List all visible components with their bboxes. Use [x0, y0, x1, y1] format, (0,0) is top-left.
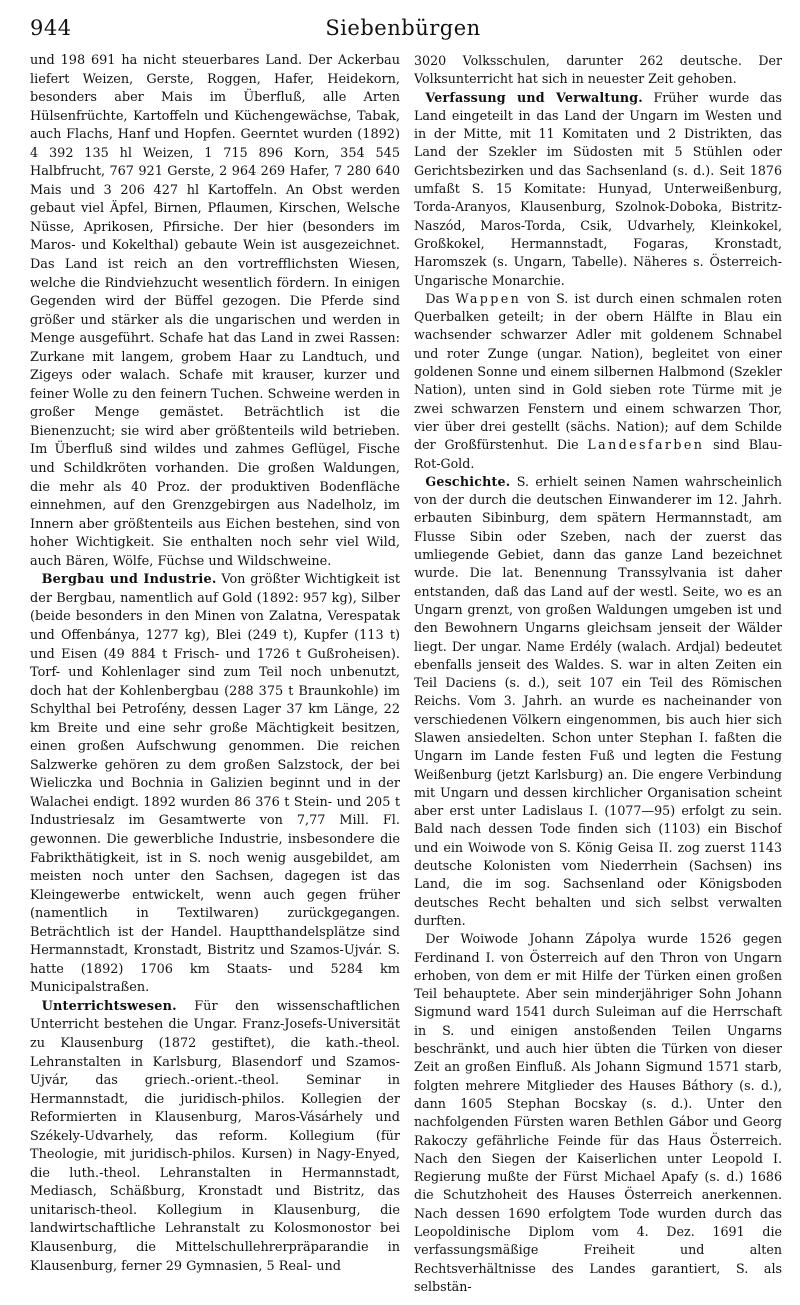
- paragraph-history-continued: [414, 930, 782, 1296]
- spaced-term-landesfarben: Landesfarben: [587, 437, 705, 453]
- paragraph-education: [30, 998, 400, 1276]
- left-column: [30, 52, 400, 1302]
- paragraph-mining-industry: [30, 571, 400, 998]
- paragraph-text: S. erhielt seinen Namen wahrscheinlich von der durch die deutschen Einwanderer im 12. Jahrh. erbauten Sibinburg, dem spätern Hermannstadt, am Flusse Sibin oder Szeben, nach der zuerst das umliegende Gebiet, dann das ganze Land bezeichnet wurde. Die lat. Benennung Transsylvania ist daher entstanden, daß das Land auf der westl. Seite, wo es an Ungarn grenzt, von großen Waldungen umgeben ist und den Bewohnern Ungarns gleichsam jenseit der Wälder liegt. Der ungar. Name Erdély (walach. Ardjal) bedeutet ebenfalls jenseit des Waldes. S. war in alten Zeiten ein Teil Daciens (s. d.), seit 107 ein Teil des Römischen Reichs. Vom 3. Jahrh. an wurde es nacheinander von verschiedenen Völkern eingenommen, bis auch hier sich Slawen ansiedelten. Schon unter Stephan I. faßten die Ungarn im Lande festen Fuß und legten die Festung Weißenburg (jetzt Karlsburg) an. Die engere Verbindung mit Ungarn und dessen kirchlicher Organisation scheint aber erst unter Ladislaus I. (1077—95) erfolgt zu sein. Bald nach dessen Tode finden sich (1103) ein Bischof und ein Woiwode von S. König Geisa II. zog zuerst 1143 deutsche Kolonisten vom Niederrhein (Sachsen) ins Land, die im sog. Sachsenland oder Königsboden deutsches Recht behalten und sich selbst verwalten durften.: [414, 473, 782, 928]
- right-column: [414, 52, 782, 1302]
- spaced-term-wappen: Wappen: [455, 290, 522, 306]
- section-heading-education: Unterrichtswesen.: [41, 998, 177, 1014]
- paragraph-text: Von größter Wichtigkeit ist der Bergbau, namentlich auf Gold (1892: 957 kg), Silber (beide besonders in den Minen von Zalatna, Verespatak und Offenbánya, 1277 kg), Blei (249 t), Kupfer (113 t) und Eisen (49 884 t Frisch- und 1726 t Gußroheisen). Torf- und Kohlenlager sind zum Teil noch unbenutzt, doch hat der Kohlenbergbau (288 375 t Braunkohle) im Schylthal bei Petroſény, dessen Lager 37 km Länge, 22 km Breite und eine sehr große Mächtigkeit besitzen, einen großen Aufschwung genommen. Die reichen Salzwerke gehören zu dem großen Salzstock, der bei Wieliczka und Bochnia in Galizien beginnt und in der Walachei endigt. 1892 wurden 86 376 t Stein- und 205 t Industriesalz im Gesamtwerte von 7,77 Mill. Fl. gewonnen. Die gewerbliche Industrie, insbesondere die Fabrikthätigkeit, ist in S. noch wenig ausgebildet, am meisten noch unter den Sachsen, dagegen ist das Kleingewerbe entwickelt, wenn auch gegen früher (namentlich in Textilwaren) zurückgegangen. Beträchtlich ist der Handel. Hauptthandelsplätze sind Hermannstadt, Kronstadt, Bistritz und Szamos-Ujvár. S. hatte (1892) 1706 km Staats- und 5284 km Municipalstraßen.: [30, 572, 400, 996]
- paragraph-text: 3020 Volksschulen, darunter 262 deutsche. Der Volksunterricht hat sich in neuester Zeit gehoben.: [414, 53, 782, 87]
- section-heading-constitution: Verfassung und Verwaltung.: [425, 89, 643, 105]
- paragraph-text: von S. ist durch einen schmalen roten Querbalken geteilt; in der obern Hälfte in Blau ein wachsender schwarzer Adler mit goldenem Schnabel und roter Zunge (ungar. Nation), begleitet von einer goldenen Sonne und einem silbernen Halbmond (Szekler Nation), unten sind in Gold sieben rote Türme mit je zwei schwarzen Fenstern und einem schwarzen Thor, vier über drei gestellt (sächs. Nation); auf dem Schilde der Großfürstenhut. Die: [414, 290, 782, 453]
- page-number: 944: [30, 16, 72, 40]
- section-heading-mining: Bergbau und Industrie.: [41, 572, 217, 588]
- paragraph-text: Für den wissenschaftlichen Unterricht bestehen die Ungar. Franz-Josefs-Universität zu Klausenburg (1872 gestiftet), die kath.-theol. Lehranstalten in Karlsburg, Blasendorf und Szamos-Ujvár, das griech.-orient.-theol. Seminar in Hermannstadt, die juridisch-philos. Kollegien der Reformierten in Klausenburg, Maros-Vásárhely und Székely-Udvarhely, das reform. Kollegium (für Theologie, mit juridisch-philos. Kursen) in Nagy-Enyed, die luth.-theol. Lehranstalten in Hermannstadt, Mediasch, Schäßburg, Kronstadt und Bistritz, das unitarisch-theol. Kollegium in Klausenburg, die landwirtschaftliche Lehranstalt zu Kolosmonostor bei Klausenburg, die Mittelschullehrerpräparandie in Klausenburg, ferner 29 Gymnasien, 5 Real- und: [30, 998, 400, 1274]
- paragraph-text: Früher wurde das Land eingeteilt in das Land der Ungarn im Westen und in der Mitte, mit 11 Komitaten und 2 Distrikten, das Land der Szekler im Südosten mit 5 Stühlen oder Gerichtsbezirken und das Sachsenland (s. d.). Seit 1876 umfaßt S. 15 Komitate: Hunyad, Unterweißenburg, Torda-Aranyos, Klausenburg, Szolnok-Doboka, Bistritz-Naszód, Maros-Torda, Csik, Udvarhely, Kleinkokel, Großkokel, Hermannstadt, Fogaras, Kronstadt, Haromszek (s. Ungarn, Tabelle). Näheres s. Österreich-Ungarische Monarchie.: [414, 89, 782, 288]
- paragraph-agriculture: [30, 52, 400, 571]
- running-head: Siebenbürgen: [325, 16, 481, 40]
- paragraph-text: Der Woiwode Johann Zápolya wurde 1526 gegen Ferdinand I. von Österreich auf den Thron von Ungarn erhoben, von dem er mit Hilfe der Türken einen großen Teil behauptete. Aber sein minderjähriger Sohn Johann Sigmund ward 1541 durch Suleiman auf die Herrschaft in S. und einigen anstoßenden Teilen Ungarns beschränkt, und auch hier übten die Türken von dieser Zeit an großen Einfluß. Als Johann Sigmund 1571 starb, folgten mehrere Mitglieder des Hauses Báthory (s. d.), dann 1605 Stephan Bocskay (s. d.). Unter den nachfolgenden Fürsten waren Bethlen Gábor und Georg Rakoczy gefährliche Feinde für das Haus Österreich. Nach den Siegen der Kaiserlichen unter Leopold I. Regierung mußte der Fürst Michael Apafy (s. d.) 1686 die Schutzhoheit des Hauses Österreich anerkennen. Nach dessen 1690 erfolgtem Tode wurden durch das Leopoldinische Diplom vom 4. Dez. 1691 die verfassungsmäßige Freiheit und alten Rechtsverhältnisse des Landes garantiert, S. als selbstän-: [414, 931, 782, 1294]
- page-header: [30, 12, 776, 46]
- paragraph-text: und 198 691 ha nicht steuerbares Land. Der Ackerbau liefert Weizen, Gerste, Roggen, Hafer, Heidekorn, besonders aber Mais im Überfluß, alle Arten Hülsenfrüchte, Kartoffeln und Küchengewächse, Tabak, auch Flachs, Hanf und Hopfen. Geerntet wurden (1892) 4 392 135 hl Weizen, 1 715 896 Korn, 354 545 Halbfrucht, 767 921 Gerste, 2 964 269 Hafer, 7 280 640 Mais und 3 206 427 hl Kartoffeln. An Obst werden gebaut viel Äpfel, Birnen, Pflaumen, Kirschen, Welsche Nüsse, Aprikosen, Pfirsiche. Der hier (besonders im Maros- und Kokelthal) gebaute Wein ist ausgezeichnet. Das Land ist reich an den vortrefflichsten Wiesen, welche die Rindviehzucht wesentlich fördern. In einigen Gegenden wird der Büffel gezogen. Die Pferde sind größer und stärker als die ungarischen und werden in Menge ausgeführt. Schafe hat das Land in zwei Rassen: Zurkane mit langem, grobem Haar zu Landtuch, und Zigeys oder walach. Schafe mit krauser, kurzer und feiner Wolle zu den feinern Tuchen. Schweine werden in großer Menge gemästet. Beträchtlich ist die Bienenzucht; sie wird aber größtenteils wild betrieben. Im Überfluß sind wildes und zahmes Geflügel, Fische und Schildkröten vorhanden. Die großen Waldungen, die mehr als 40 Proz. der produktiven Bodenfläche einnehmen, auf den Grenzgebirgen aus Nadelholz, im Innern aber größtenteils aus Eichen bestehen, sind von hoher Wichtigkeit. Sie enthalten noch sehr viel Wild, auch Bären, Wölfe, Füchse und Wildschweine.: [30, 53, 400, 569]
- paragraph-text: Das: [425, 290, 456, 306]
- section-heading-history: Geschichte.: [425, 473, 511, 489]
- paragraph-schools: [414, 52, 782, 89]
- paragraph-coat-of-arms: [414, 290, 782, 473]
- paragraph-history: [414, 473, 782, 930]
- paragraph-constitution: [414, 89, 782, 290]
- paragraph-text: sind Blau-Rot-Gold.: [414, 437, 782, 471]
